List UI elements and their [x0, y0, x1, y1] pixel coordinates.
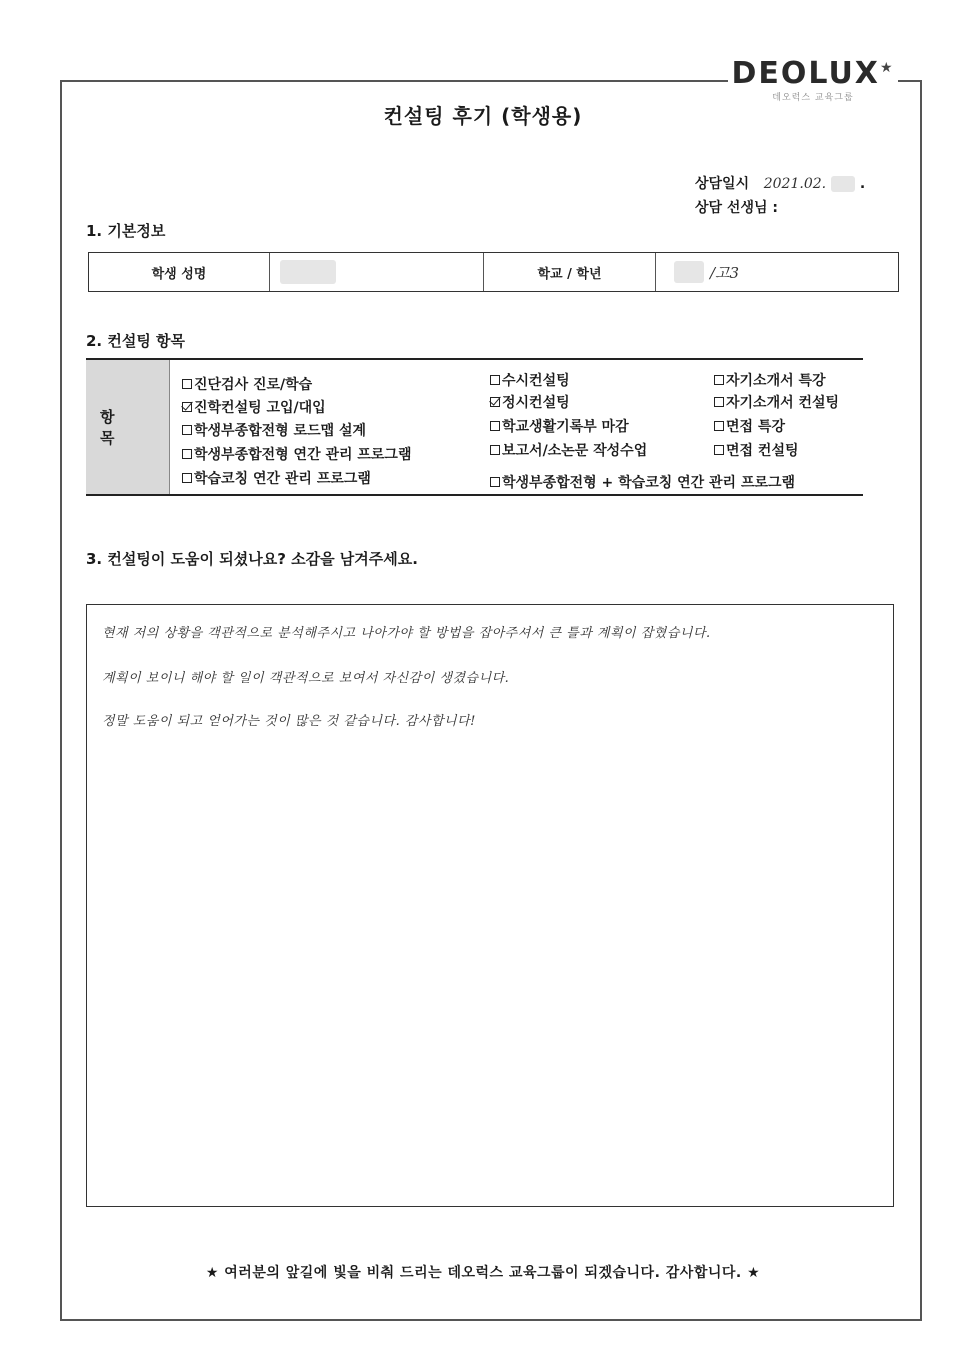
option-report-writing[interactable]: 보고서/소논문 작성수업	[490, 440, 647, 460]
section-items-heading: 2. 컨설팅 항목	[86, 332, 186, 350]
checkbox-icon	[490, 375, 500, 385]
checkbox-icon	[490, 477, 500, 487]
grade-value: /고3	[710, 263, 740, 282]
checkbox-icon	[490, 445, 500, 455]
option-record-closing[interactable]: 학교생활기록부 마감	[490, 416, 629, 436]
checkbox-icon	[182, 473, 192, 483]
items-row-header: 항 목	[86, 360, 170, 494]
checkbox-icon	[714, 445, 724, 455]
student-name-label: 학생 성명	[89, 253, 270, 291]
redacted-day	[831, 176, 855, 192]
option-essay-lecture[interactable]: 자기소개서 특강	[714, 370, 826, 390]
option-interview-lecture[interactable]: 면접 특강	[714, 416, 785, 436]
section-basic-info-heading: 1. 기본정보	[86, 222, 166, 240]
option-combined-program[interactable]: 학생부종합전형 + 학습코칭 연간 관리 프로그램	[490, 472, 795, 492]
page-title: 컨설팅 후기 (학생용)	[383, 104, 583, 128]
logo-subtitle: 데오럭스 교육그룹	[772, 93, 854, 103]
school-grade-value	[656, 253, 897, 291]
feedback-line: 정말 도움이 되고 얻어가는 것이 많은 것 같습니다. 감사합니다!	[102, 714, 476, 729]
checkbox-checked-icon	[182, 402, 192, 412]
star-icon: ★	[879, 60, 895, 76]
option-susi[interactable]: 수시컨설팅	[490, 370, 570, 390]
checkbox-icon	[182, 425, 192, 435]
redacted-school	[674, 261, 704, 283]
checkbox-icon	[714, 375, 724, 385]
feedback-textarea[interactable]	[86, 604, 894, 1207]
checkbox-icon	[182, 379, 192, 389]
redacted-name	[280, 260, 336, 284]
option-admission-consulting[interactable]: 진학컨설팅 고입/대입	[182, 397, 326, 417]
logo-text: DEOLUX	[731, 56, 880, 91]
checkbox-icon	[490, 421, 500, 431]
option-study-coaching[interactable]: 학습코칭 연간 관리 프로그램	[182, 468, 371, 488]
option-annual-program[interactable]: 학생부종합전형 연간 관리 프로그램	[182, 444, 411, 464]
consult-teacher: 상담 선생님 :	[695, 200, 778, 216]
consulting-items-table	[86, 358, 863, 496]
date-end: .	[859, 176, 866, 192]
option-jeongsi[interactable]: 정시컨설팅	[490, 392, 570, 412]
option-interview-consulting[interactable]: 면접 컨설팅	[714, 440, 799, 460]
option-essay-consulting[interactable]: 자기소개서 컨설팅	[714, 392, 839, 412]
checkbox-icon	[714, 421, 724, 431]
date-value: 2021.02.	[763, 176, 827, 192]
consult-date	[695, 173, 865, 193]
feedback-line: 현재 저의 상황을 객관적으로 분석해주시고 나아가야 할 방법을 잡아주셔서 큰 틀과 계획이 잡혔습니다.	[102, 626, 711, 641]
date-label: 상담일시	[695, 176, 750, 192]
section-feedback-heading: 3. 컨설팅이 도움이 되셨나요? 소감을 남겨주세요.	[86, 550, 418, 568]
student-name-value	[270, 253, 484, 291]
feedback-line: 계획이 보이니 해야 할 일이 객관적으로 보여서 자신감이 생겼습니다.	[102, 671, 510, 686]
footer-message: ★ 여러분의 앞길에 빛을 비춰 드리는 데오럭스 교육그룹이 되겠습니다. 감사합니다. ★	[205, 1265, 761, 1281]
checkbox-icon	[714, 397, 724, 407]
basic-info-table	[88, 252, 899, 292]
checkbox-checked-icon	[490, 397, 500, 407]
checkbox-icon	[182, 449, 192, 459]
option-roadmap[interactable]: 학생부종합전형 로드맵 설계	[182, 420, 366, 440]
school-grade-label: 학교 / 학년	[484, 253, 656, 291]
option-diagnosis[interactable]: 진단검사 진로/학습	[182, 374, 312, 394]
